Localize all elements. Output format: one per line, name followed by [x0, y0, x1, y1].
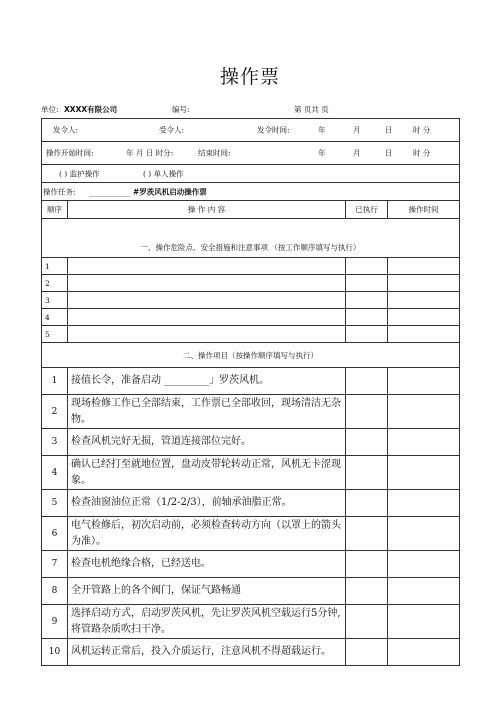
col-content-header: 操 作 内 容 — [68, 201, 346, 219]
time-cell — [388, 292, 460, 309]
supervised-option: ( ) 监护操作 — [59, 169, 100, 178]
step-number: 7 — [42, 551, 68, 578]
issuer-label: 发令人: — [53, 125, 79, 135]
time-cell — [388, 639, 460, 666]
table-row — [42, 517, 460, 551]
table-row — [42, 368, 460, 395]
time-cell — [388, 258, 460, 275]
step-number: 10 — [42, 639, 68, 666]
time-cell — [388, 326, 460, 343]
step-text: 现场检修工作已全部结束，工作票已全部收回，现场清洁无杂物。 — [68, 395, 346, 429]
done-cell — [346, 490, 388, 517]
table-row — [42, 326, 460, 343]
unit-value: XXXX有限公司 — [64, 105, 118, 114]
done-cell — [346, 368, 388, 395]
op-end-label: 结束时间: — [198, 148, 231, 158]
content-cell — [68, 309, 346, 326]
done-cell — [346, 292, 388, 309]
done-cell — [346, 275, 388, 292]
table-row — [42, 429, 460, 456]
done-cell — [346, 309, 388, 326]
time-cell — [388, 395, 460, 429]
time-cell — [388, 490, 460, 517]
col-seq-header: 顺序 — [42, 201, 68, 219]
issue-year: 年 — [318, 125, 326, 135]
col-time-header: 操作时间 — [388, 201, 460, 219]
row-number: 1 — [42, 258, 68, 275]
issue-day: 日 — [385, 125, 393, 135]
issue-time-label: 发令时间: — [257, 125, 290, 135]
time-cell — [388, 275, 460, 292]
end-year: 年 — [318, 148, 326, 158]
task-value: #罗茨风机启动操作票 — [133, 187, 207, 196]
op-start-label: 操作开始时间: — [46, 148, 94, 158]
receiver-label: 受令人: — [159, 125, 185, 135]
row-number: 4 — [42, 309, 68, 326]
step-text: 全开管路上的各个阀门，保证气路畅通 — [68, 578, 346, 605]
table-row — [42, 275, 460, 292]
step-text: 检查油窗油位正常（1/2-2/3），前轴承油脂正常。 — [68, 490, 346, 517]
task-row — [42, 183, 460, 201]
unit-label: 单位: — [41, 105, 59, 114]
done-cell — [346, 578, 388, 605]
row-number: 3 — [42, 292, 68, 309]
table-row — [42, 551, 460, 578]
step-number: 4 — [42, 456, 68, 490]
done-cell — [346, 639, 388, 666]
step-text: 电气检修后，初次启动前，必须检查转动方向（以罩上的箭头为准）。 — [68, 517, 346, 551]
step-number: 5 — [42, 490, 68, 517]
step-text: 选择启动方式，启动罗茨风机，先让罗茨风机空载运行5分钟,将管路杂质吹扫干净。 — [68, 605, 346, 639]
step-text: 接值长令，准备启动 _________」罗茨风机。 — [68, 368, 346, 395]
done-cell — [346, 429, 388, 456]
row-number: 2 — [42, 275, 68, 292]
number-label: 编号: — [172, 105, 190, 114]
done-cell — [346, 258, 388, 275]
time-cell — [388, 368, 460, 395]
done-cell — [346, 326, 388, 343]
step-number: 1 — [42, 368, 68, 395]
page-label: 第 页共 页 — [294, 105, 329, 114]
time-cell — [388, 551, 460, 578]
done-cell — [346, 551, 388, 578]
table-row — [42, 292, 460, 309]
time-cell — [388, 429, 460, 456]
step-number: 3 — [42, 429, 68, 456]
time-cell — [388, 309, 460, 326]
time-cell — [388, 456, 460, 490]
done-cell — [346, 456, 388, 490]
page-title: 操作票 — [219, 66, 280, 88]
table-row — [42, 490, 460, 517]
step-number: 2 — [42, 395, 68, 429]
table-row — [42, 395, 460, 429]
time-cell — [388, 578, 460, 605]
step-text: 检查电机绝缘合格，已经送电。 — [68, 551, 346, 578]
table-row — [42, 309, 460, 326]
task-label: 操作任务: — [43, 187, 76, 196]
op-start-fields: 年 月 日 时分: — [126, 148, 174, 158]
step-text: 检查风机完好无损，管道连接部位完好。 — [68, 429, 346, 456]
table-row — [42, 258, 460, 275]
content-cell — [68, 292, 346, 309]
step-text: 风机运转正常后，投入介质运行，注意风机不得超载运行。 — [68, 639, 346, 666]
step-number: 8 — [42, 578, 68, 605]
table-row — [42, 578, 460, 605]
op-time-row — [42, 142, 460, 165]
content-cell — [68, 275, 346, 292]
section-steps-heading: 二、操作项目（按操作顺序填写与执行） — [42, 343, 460, 368]
step-number: 9 — [42, 605, 68, 639]
row-number: 5 — [42, 326, 68, 343]
step-number: 6 — [42, 517, 68, 551]
step-text: 确认已经打至就地位置，盘动皮带轮转动正常，风机无卡涩现象。 — [68, 456, 346, 490]
end-day: 日 — [385, 148, 393, 158]
table-row — [42, 456, 460, 490]
issue-hm: 时 分 — [413, 125, 431, 135]
time-cell — [388, 605, 460, 639]
table-row — [42, 605, 460, 639]
col-done-header: 已执行 — [346, 201, 388, 219]
op-mode-row — [42, 165, 460, 183]
end-month: 月 — [353, 148, 361, 158]
issue-month: 月 — [353, 125, 361, 135]
content-cell — [68, 258, 346, 275]
done-cell — [346, 395, 388, 429]
done-cell — [346, 517, 388, 551]
meta-line — [41, 104, 459, 118]
single-option: ( ) 单人操作 — [143, 169, 184, 178]
table-row — [42, 639, 460, 666]
done-cell — [346, 605, 388, 639]
operation-ticket-table — [41, 118, 460, 666]
time-cell — [388, 517, 460, 551]
task-blank: ___________ — [89, 187, 131, 196]
section-hazards-heading: 一、操作危险点、安全措施和注意事项 （按工作顺序填写与执行） — [42, 219, 460, 258]
content-cell — [68, 326, 346, 343]
issue-row — [42, 119, 460, 142]
end-hm: 时 分 — [413, 148, 431, 158]
